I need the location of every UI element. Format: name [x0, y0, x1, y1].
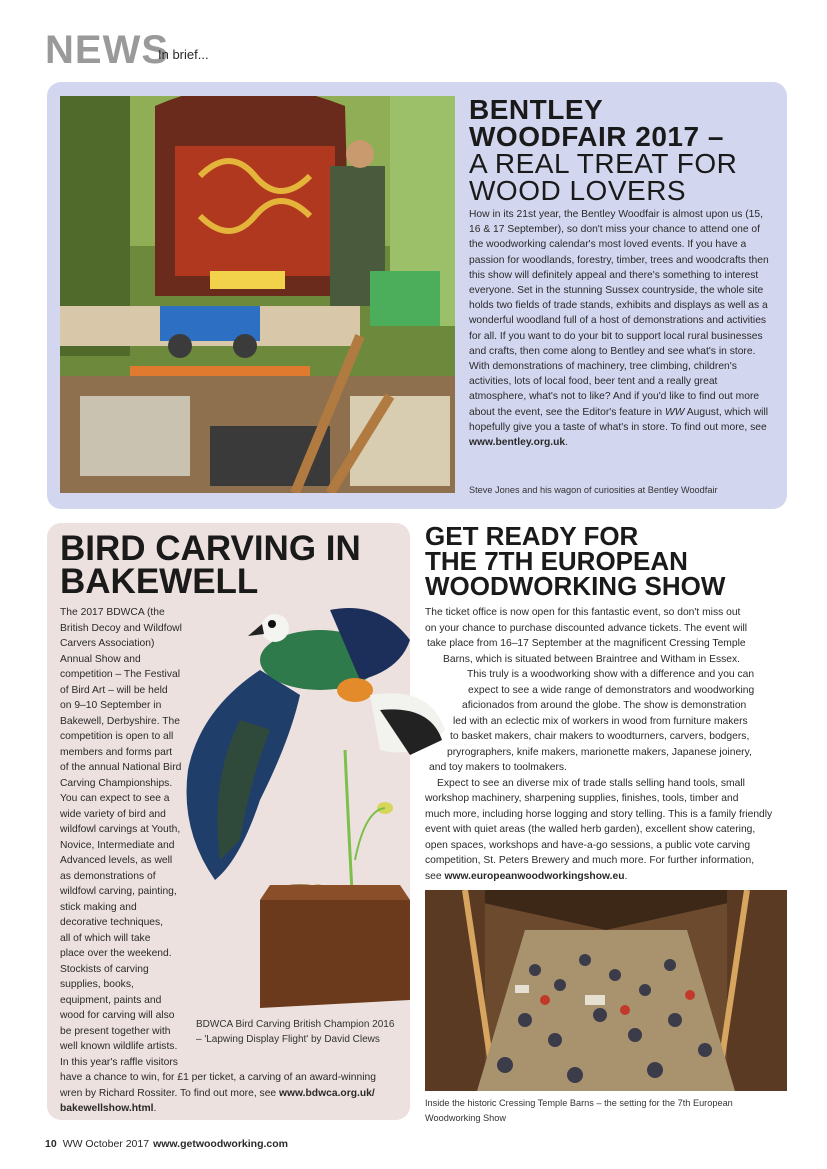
bdwca-link-part-2[interactable]: bakewellshow.html [60, 1103, 154, 1114]
bird-line: place over the weekend. [60, 948, 172, 959]
bentley-ww-mention: WW [665, 406, 685, 418]
page-number: 10 [45, 1138, 57, 1150]
bentley-body-tail: August, which will hopefully give you a taste of what's in store. To find out more, see [469, 406, 769, 433]
website-link[interactable]: www.getwoodworking.com [153, 1138, 289, 1150]
euro-show-link[interactable]: www.europeanwoodworkingshow.eu [444, 870, 625, 882]
bird-line: competition is open to all [60, 731, 174, 742]
euro-line: Barns, which is situated between Braintree and Witham in Essex. [443, 653, 741, 665]
bentley-headline-light-1: A REAL TREAT FOR [469, 148, 738, 179]
bird-line: Carving Championships. [60, 777, 173, 789]
bird-headline-line-2: BAKEWELL [60, 562, 259, 601]
bird-carving-caption: BDWCA Bird Carving British Champion 2016 – 'Lapwing Display Flight' by David Clews [196, 1019, 395, 1045]
section-subtitle: In brief... [158, 47, 209, 62]
page-footer [45, 1138, 288, 1150]
bird-line: wildfowl carving, painting, [60, 886, 177, 897]
bird-headline-line-1: BIRD CARVING IN [60, 529, 361, 568]
bird-headline [60, 529, 361, 601]
bentley-wagon-photo [60, 96, 455, 493]
bird-line: wildfowl carvings at Youth, [60, 824, 181, 835]
euro-line: much more, including horse logging and story telling. This is a family friendly [425, 808, 773, 820]
euro-line: aficionados from around the globe. The show is demonstration [462, 700, 747, 711]
euro-line: expect to see a wide range of demonstrators and woodworking [468, 684, 755, 696]
euro-headline-line-3: WOODWORKING SHOW [425, 571, 726, 601]
issue-label: WW October 2017 [62, 1138, 150, 1150]
euro-line: on your chance to purchase discounted advance tickets. The event will [425, 622, 748, 634]
bird-line: wood for carving will also [60, 1010, 175, 1021]
bird-line: stick making and [60, 901, 137, 913]
bird-line-text: wren by Richard Rossiter. To find out more, see [60, 1087, 280, 1099]
cressing-barn-photo [425, 890, 787, 1091]
lapwing-carving-figure [180, 600, 450, 1008]
bird-line: supplies, books, [60, 979, 134, 990]
bird-line: be present together with [60, 1025, 171, 1037]
bird-line: Stockists of carving [60, 963, 149, 975]
bird-line: of the annual National Bird [60, 762, 182, 773]
bird-line: Novice, Intermediate and [60, 839, 175, 851]
euro-line: workshop machinery, sharpening supplies, finishes, tools, timber and [425, 793, 739, 804]
euro-line [425, 869, 627, 885]
bentley-website-link[interactable]: www.bentley.org.uk [469, 437, 566, 449]
bird-line: Carvers Association) [60, 638, 155, 649]
bird-line: Bakewell, Derbyshire. The [60, 715, 180, 727]
bentley-headline-bold-1: BENTLEY [469, 94, 604, 125]
bird-line: equipment, paints and [60, 994, 162, 1006]
bird-line: Annual Show and [60, 653, 141, 665]
bird-line [60, 1101, 156, 1117]
euro-line: competition, St. Peters Brewery and much more. For further information, [425, 855, 755, 866]
euro-line: led with an eclectic mix of workers in wood from furniture makers [453, 715, 748, 727]
euro-line-text: see [425, 870, 445, 882]
bentley-body-text: How in its 21st year, the Bentley Woodfair is almost upon us (15, 16 & 17 September), so don't miss your chance to attend one of the woodworking calendar's most loved events. If you have a passion for woodlands, forestry, timber, trees and woodcrafts then this show will definitely appeal and there's something to interest everyone. Set in the stunning Sussex countryside, the whole site holds two fields of trade stands, exhibits and displays as well as a wonderful woodland full of a host of demonstrations and activities for all. If you want to do your bit to support local rural businesses and crafts, then come along to Bentley and see what's in store. With demonstrations of machinery, tree climbing, children's activities, lots of local food, beer tent and a really great atmosphere, what's not to like? And if you'd like to find out more about the event, see the Editor's feature in WW August, which will hopefully give you a taste of what's in store. To find out more, see www.bentley.org.uk. [469, 209, 769, 449]
bird-line: on 9–10 September in [60, 700, 162, 711]
euro-line: The ticket office is now open for this fantastic event, so don't miss out [425, 607, 741, 618]
bentley-photo-caption: Steve Jones and his wagon of curiosities at Bentley Woodfair [469, 485, 718, 495]
euro-line: pryrographers, knife makers, marionette makers, Japanese joinery, [447, 746, 752, 758]
bird-line: Advanced levels, as well [60, 855, 173, 866]
euro-line-end: . [624, 870, 628, 882]
bird-line: members and forms part [60, 746, 173, 758]
bentley-headline-light-2: WOOD LOVERS [469, 175, 687, 206]
euro-line: take place from 16–17 September at the magnificent Cressing Temple [427, 638, 746, 649]
bentley-body-main: How in its 21st year, the Bentley Woodfair is almost upon us (15, 16 & 17 September), so don't miss your chance to attend one of the woodworking calendar's most loved events. If you have a passion for woodlands, forestry, timber, trees and woodcrafts then this show will definitely appeal and there's something to interest everyone. Set in the stunning Sussex countryside, the whole site holds two fields of trade stands, exhibits and displays as well as a wonderful woodland full of a host of demonstrations and activities for all. If you want to do your bit to support local rural businesses and crafts, then come along to Bentley and see what's in store. With demonstrations of machinery, tree climbing, children's activities, lots of local food, beer tent and a really great atmosphere, what's not to like? And if you'd like to find out more about the event, see the Editor's feature in [469, 209, 769, 418]
bird-line-end: . [153, 1103, 157, 1114]
bird-line: all of which will take [60, 932, 151, 944]
bdwca-link-part-1[interactable]: www.bdwca.org.uk/ [279, 1087, 375, 1099]
cressing-barn-caption: Inside the historic Cressing Temple Barns – the setting for the 7th European Woodworking Show [425, 1098, 733, 1123]
bird-line [60, 1086, 375, 1102]
bird-line: competition – The Festival [60, 669, 180, 680]
bird-line: as demonstrations of [60, 870, 156, 882]
euro-headline-line-1: GET READY FOR [425, 521, 639, 551]
section-title: NEWS [45, 28, 169, 72]
euro-line: Expect to see an diverse mix of trade stalls selling hand tools, small [437, 777, 745, 789]
euro-headline [425, 521, 805, 601]
euro-line: open spaces, workshops and have-a-go sessions, a public vote carving [425, 839, 751, 851]
bentley-headline [469, 96, 769, 204]
euro-line: to basket makers, chair makers to woodturners, carvers, bodgers, [450, 731, 750, 742]
bird-line: have a chance to win, for £1 per ticket, a carving of an award-winning [60, 1072, 376, 1083]
bird-line: decorative techniques, [60, 917, 164, 928]
bird-line: well known wildlife artists. [60, 1041, 178, 1052]
euro-headline-line-2: THE 7TH EUROPEAN [425, 546, 688, 576]
bird-line: of Bird Art – will be held [60, 684, 168, 696]
euro-line: event with quiet areas (the walled herb garden), excellent show catering, [425, 824, 756, 835]
bird-line: You can expect to see a [60, 793, 170, 804]
bentley-headline-bold-2: WOODFAIR 2017 – [469, 121, 724, 152]
euro-line: This truly is a woodworking show with a difference and you can [467, 669, 755, 680]
bird-line: The 2017 BDWCA (the [60, 607, 165, 618]
euro-line: and toy makers to toolmakers. [429, 762, 567, 773]
bird-line: British Decoy and Wildfowl [60, 622, 182, 634]
bird-line: wide variety of bird and [60, 808, 166, 820]
bird-line: In this year's raffle visitors [60, 1056, 178, 1068]
